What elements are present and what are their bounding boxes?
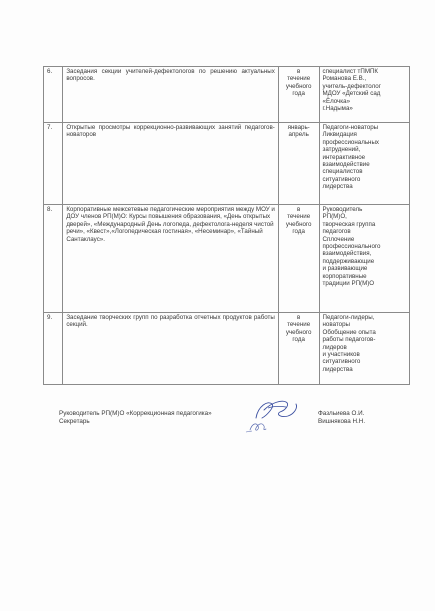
event-cell xyxy=(63,313,279,385)
responsible-cell: Педагоги-новаторы Ликвидация профессиональных затруднений, интерактивное взаимодействие специалистов ситуативного лидерства xyxy=(319,123,410,205)
event-text: Заседания секции учителей-дефектологов по решению актуальных вопросов. xyxy=(66,68,275,83)
event-cell xyxy=(63,205,279,313)
table-row xyxy=(44,123,410,205)
event-text: Заседание творческих групп по разработка отчетных продуктов работы секций. xyxy=(66,314,275,329)
event-cell xyxy=(63,123,279,205)
term-cell: в течение учебного года xyxy=(278,313,319,385)
event-text: Корпоративные межсетевые педагогические мероприятия между МОУ и ДОУ членов РП(М)О: Курсы повышения образования, «День открытых дверей», «Международный День логопеда, дефектолога-неделя чистой речи», «Квест»,«Логопедическая гостиная», «Несеминар», «Тайный Сантаклаус». xyxy=(66,206,275,243)
term-cell: в течение учебного года xyxy=(278,67,319,123)
secretary-title: Секретарь xyxy=(59,417,90,425)
handwritten-signature xyxy=(242,396,306,436)
responsible-cell: специалист тПМПК Романова Е.В., учитель-дефектолог МДОУ «Детский сад «Ёлочка» г.Надыма» xyxy=(319,67,410,123)
signatories-names xyxy=(318,410,365,425)
event-text: Открытые просмотры коррекционно-развивающих занятий педагогов-новаторов xyxy=(66,124,275,139)
table-row xyxy=(44,67,410,123)
head-title: Руководитель РП(М)О «Коррекционная педагогика» xyxy=(59,410,212,417)
event-cell xyxy=(63,67,279,123)
head-name: Фазльиева О.И. xyxy=(318,410,365,417)
secretary-name: Вишнякова Н.Н. xyxy=(318,417,366,425)
term-cell: январь- апрель xyxy=(278,123,319,205)
responsible-cell: Руководитель РП(М)О, творческая группа педагогов Сплочение профессионального взаимодействия, поддерживающие и развивающие корпоративные традиции РП(М)О xyxy=(319,205,410,313)
row-number: 6. xyxy=(44,67,63,123)
table-row xyxy=(44,313,410,385)
responsible-cell: Педагоги-лидеры, новаторы Обобщение опыта работы педагогов- лидеров и участников ситуативного лидерства xyxy=(319,313,410,385)
table-row xyxy=(44,205,410,313)
row-number: 9. xyxy=(44,313,63,385)
row-number: 8. xyxy=(44,205,63,313)
events-table xyxy=(43,66,410,385)
signatories-titles xyxy=(59,410,212,425)
term-cell: в течение учебного года xyxy=(278,205,319,313)
row-number: 7. xyxy=(44,123,63,205)
